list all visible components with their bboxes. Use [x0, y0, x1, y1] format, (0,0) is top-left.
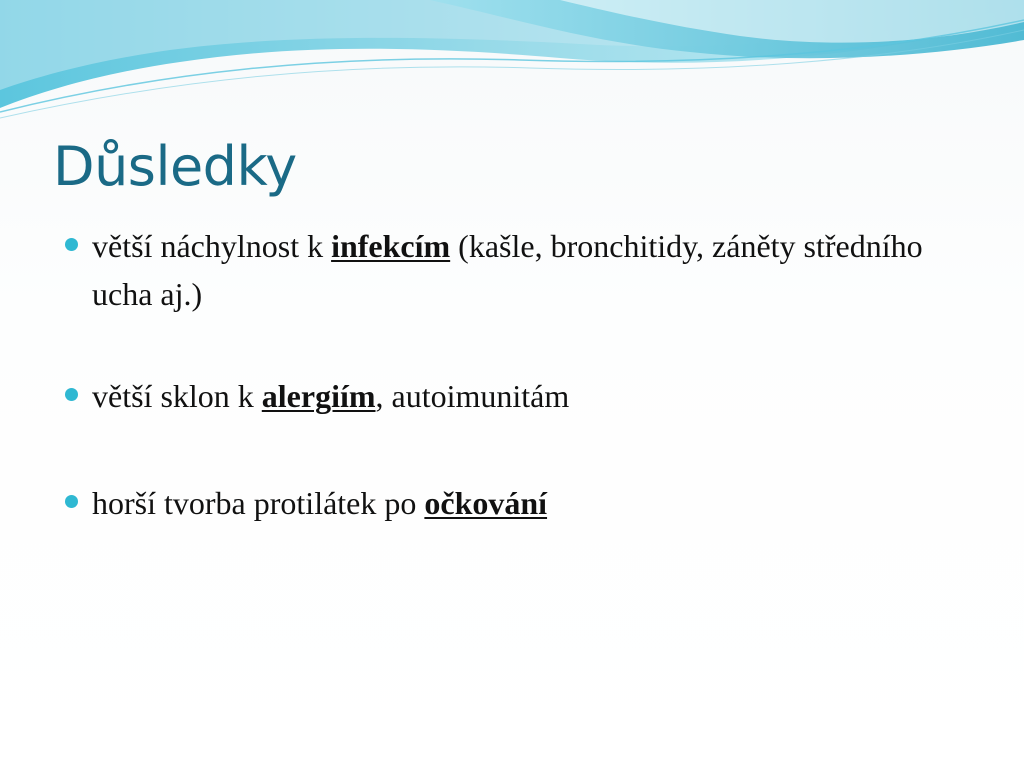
bullet-text	[92, 222, 944, 318]
bullet-text-before: větší náchylnost k	[92, 228, 332, 264]
slide-title: Důsledky	[53, 135, 297, 198]
bullet-text-after: , autoimunitám	[375, 378, 570, 414]
bullet-item-vaccination	[64, 479, 944, 527]
bullet-dot-icon	[65, 238, 78, 251]
bullet-highlight: infekcím	[331, 228, 451, 264]
bullet-highlight: alergiím	[261, 378, 376, 414]
bullet-text-after: (kašle, bronchitidy, záněty středního ucha aj.)	[92, 228, 923, 312]
bullet-text	[92, 479, 944, 527]
bullet-item-infections	[64, 222, 944, 318]
bullet-text-before: větší sklon k	[92, 378, 262, 414]
bullet-text-before: horší tvorba protilátek po	[92, 485, 425, 521]
bullet-item-allergies	[64, 372, 944, 420]
header-wave-decoration	[0, 0, 1024, 130]
bullet-dot-icon	[65, 495, 78, 508]
bullet-highlight: očkování	[424, 485, 548, 521]
bullet-text	[92, 372, 944, 420]
bullet-dot-icon	[65, 388, 78, 401]
